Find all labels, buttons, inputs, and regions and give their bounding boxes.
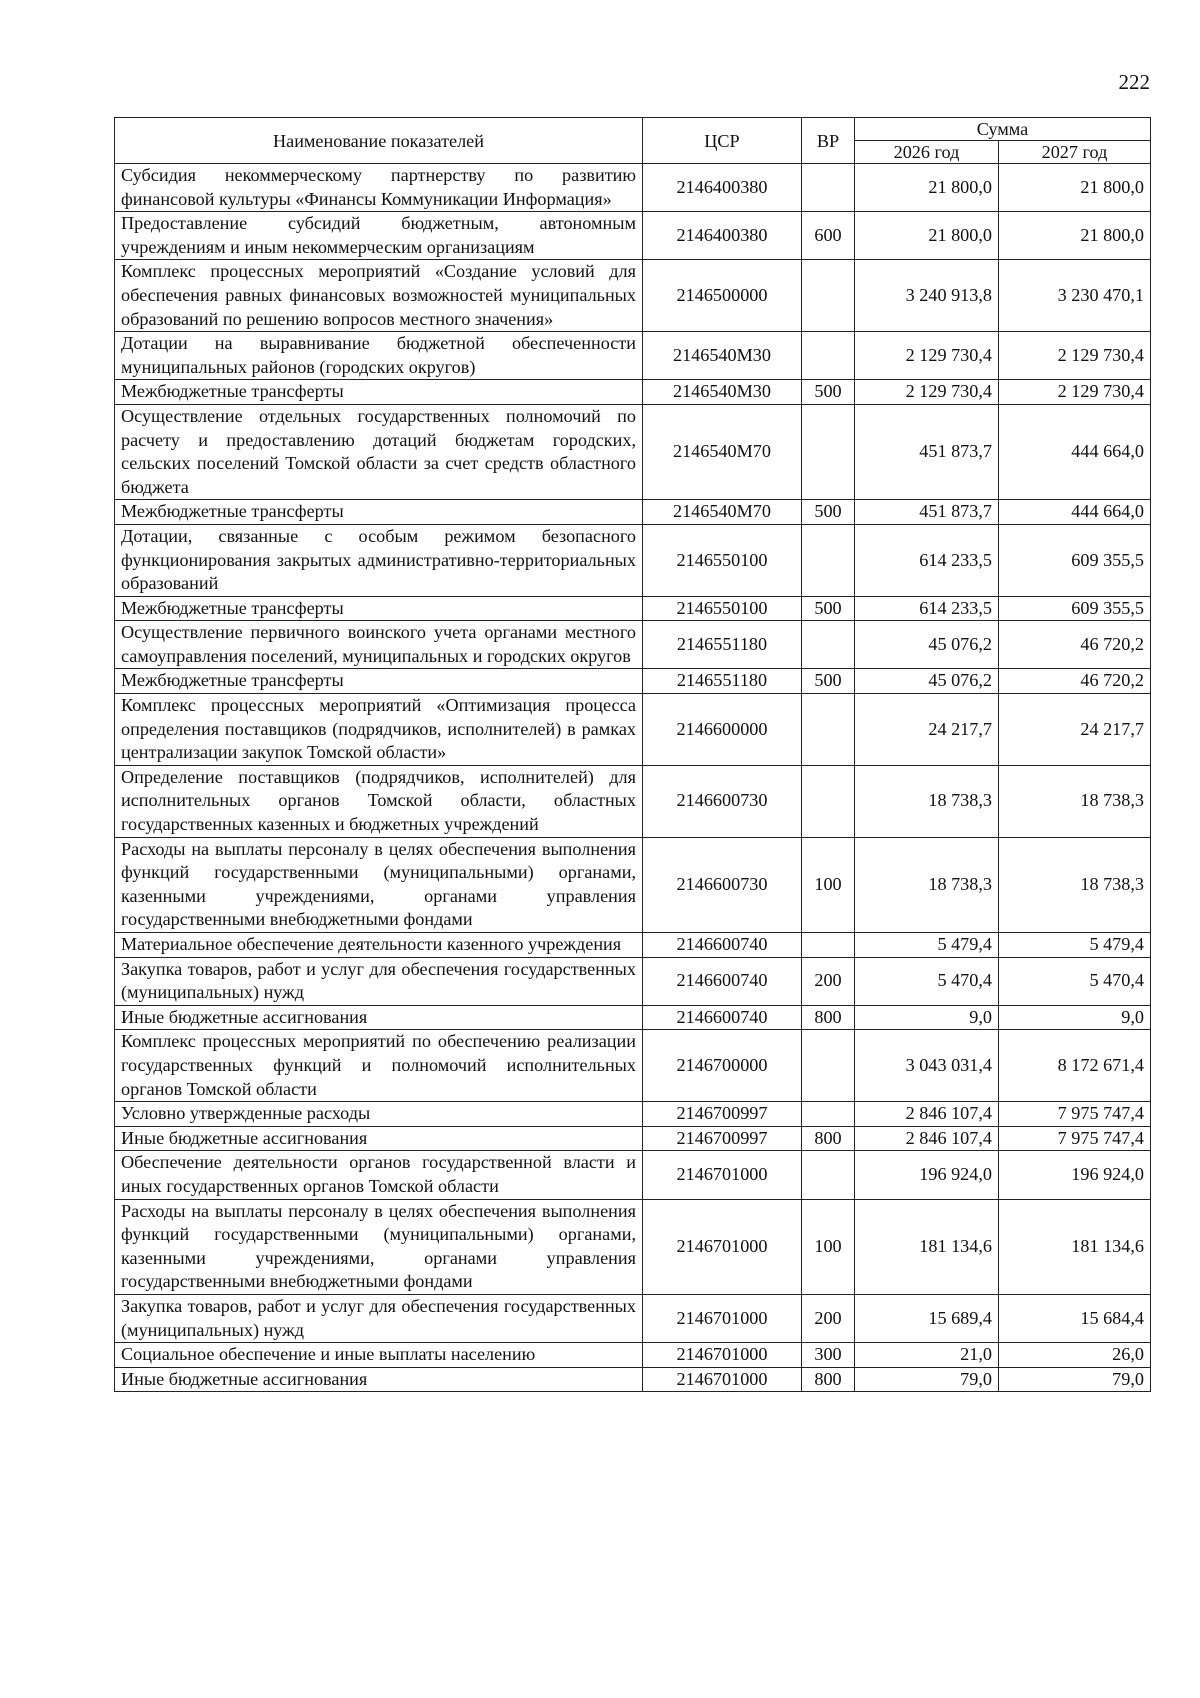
row-csr: 2146550100 <box>643 524 802 596</box>
row-csr: 2146551180 <box>643 669 802 694</box>
row-name: Расходы на выплаты персоналу в целях обеспечения выполнения функций государственными (муниципальными) органами, казенными учреждениями, органами управления государственными внебюджетными фондами <box>115 837 643 932</box>
table-row <box>115 1126 1151 1151</box>
table-row <box>115 957 1151 1005</box>
row-amount-2026: 79,0 <box>855 1367 999 1392</box>
row-amount-2027: 46 720,2 <box>999 621 1151 669</box>
row-amount-2026: 451 873,7 <box>855 404 999 499</box>
row-amount-2026: 614 233,5 <box>855 596 999 621</box>
table-row <box>115 1199 1151 1294</box>
table-row <box>115 332 1151 380</box>
table-row <box>115 1151 1151 1199</box>
table-row <box>115 500 1151 525</box>
header-name: Наименование показателей <box>115 118 643 164</box>
header-vr: ВР <box>802 118 855 164</box>
row-amount-2027: 8 172 671,4 <box>999 1030 1151 1102</box>
row-amount-2026: 614 233,5 <box>855 524 999 596</box>
row-name: Закупка товаров, работ и услуг для обеспечения государственных (муниципальных) нужд <box>115 1294 643 1342</box>
row-csr: 2146500000 <box>643 260 802 332</box>
row-name: Предоставление субсидий бюджетным, автономным учреждениям и иным некоммерческим организациям <box>115 212 643 260</box>
header-2026: 2026 год <box>855 141 999 164</box>
page-number: 222 <box>1118 70 1150 94</box>
row-name: Условно утвержденные расходы <box>115 1102 643 1127</box>
row-vr: 600 <box>802 212 855 260</box>
row-csr: 2146600730 <box>643 837 802 932</box>
row-csr: 2146700000 <box>643 1030 802 1102</box>
row-vr <box>802 164 855 212</box>
row-amount-2027: 18 738,3 <box>999 765 1151 837</box>
row-vr <box>802 933 855 958</box>
row-name: Иные бюджетные ассигнования <box>115 1126 643 1151</box>
table-row <box>115 1030 1151 1102</box>
row-vr <box>802 1102 855 1127</box>
row-amount-2026: 2 129 730,4 <box>855 332 999 380</box>
table-row <box>115 621 1151 669</box>
table-row <box>115 1294 1151 1342</box>
table-header <box>115 118 1151 164</box>
row-vr <box>802 1030 855 1102</box>
row-name: Осуществление отдельных государственных полномочий по расчету и предоставлению дотаций бюджетам городских, сельских поселений Томской области за счет средств областного бюджета <box>115 404 643 499</box>
row-amount-2026: 196 924,0 <box>855 1151 999 1199</box>
row-csr: 2146551180 <box>643 621 802 669</box>
row-name: Комплекс процессных мероприятий по обеспечению реализации государственных функций и полномочий исполнительных органов Томской области <box>115 1030 643 1102</box>
header-csr: ЦСР <box>643 118 802 164</box>
row-name: Иные бюджетные ассигнования <box>115 1367 643 1392</box>
row-vr <box>802 765 855 837</box>
row-amount-2027: 46 720,2 <box>999 669 1151 694</box>
row-amount-2026: 3 043 031,4 <box>855 1030 999 1102</box>
table-row <box>115 380 1151 405</box>
row-amount-2027: 3 230 470,1 <box>999 260 1151 332</box>
row-csr: 2146600740 <box>643 1005 802 1030</box>
row-amount-2026: 45 076,2 <box>855 621 999 669</box>
row-amount-2026: 21 800,0 <box>855 212 999 260</box>
row-amount-2027: 15 684,4 <box>999 1294 1151 1342</box>
row-amount-2027: 609 355,5 <box>999 524 1151 596</box>
row-csr: 2146400380 <box>643 164 802 212</box>
row-name: Комплекс процессных мероприятий «Создание условий для обеспечения равных финансовых возможностей муниципальных образований по решению вопросов местного значения» <box>115 260 643 332</box>
row-amount-2027: 609 355,5 <box>999 596 1151 621</box>
row-amount-2027: 2 129 730,4 <box>999 332 1151 380</box>
row-amount-2026: 451 873,7 <box>855 500 999 525</box>
row-vr <box>802 621 855 669</box>
row-csr: 2146540М30 <box>643 332 802 380</box>
row-name: Межбюджетные трансферты <box>115 500 643 525</box>
table-row <box>115 669 1151 694</box>
row-name: Иные бюджетные ассигнования <box>115 1005 643 1030</box>
row-amount-2027: 444 664,0 <box>999 404 1151 499</box>
row-amount-2026: 5 479,4 <box>855 933 999 958</box>
row-name: Расходы на выплаты персоналу в целях обеспечения выполнения функций государственными (муниципальными) органами, казенными учреждениями, органами управления государственными внебюджетными фондами <box>115 1199 643 1294</box>
row-vr: 100 <box>802 1199 855 1294</box>
row-vr <box>802 1151 855 1199</box>
row-name: Дотации, связанные с особым режимом безопасного функционирования закрытых административно-территориальных образований <box>115 524 643 596</box>
row-amount-2026: 2 129 730,4 <box>855 380 999 405</box>
row-amount-2026: 2 846 107,4 <box>855 1126 999 1151</box>
row-name: Осуществление первичного воинского учета органами местного самоуправления поселений, муниципальных и городских округов <box>115 621 643 669</box>
row-csr: 2146701000 <box>643 1294 802 1342</box>
table-body <box>115 164 1151 1392</box>
row-csr: 2146540М30 <box>643 380 802 405</box>
row-csr: 2146701000 <box>643 1199 802 1294</box>
row-vr <box>802 524 855 596</box>
row-vr <box>802 260 855 332</box>
table-row <box>115 524 1151 596</box>
row-amount-2027: 5 479,4 <box>999 933 1151 958</box>
row-csr: 2146701000 <box>643 1151 802 1199</box>
row-amount-2027: 79,0 <box>999 1367 1151 1392</box>
row-amount-2026: 24 217,7 <box>855 694 999 766</box>
table-row <box>115 933 1151 958</box>
row-amount-2027: 26,0 <box>999 1343 1151 1368</box>
row-amount-2027: 7 975 747,4 <box>999 1126 1151 1151</box>
row-vr: 500 <box>802 669 855 694</box>
row-vr <box>802 694 855 766</box>
row-amount-2026: 3 240 913,8 <box>855 260 999 332</box>
header-2027: 2027 год <box>999 141 1151 164</box>
row-name: Межбюджетные трансферты <box>115 380 643 405</box>
row-vr <box>802 332 855 380</box>
table-row <box>115 1102 1151 1127</box>
row-csr: 2146701000 <box>643 1367 802 1392</box>
row-csr: 2146400380 <box>643 212 802 260</box>
row-csr: 2146550100 <box>643 596 802 621</box>
row-name: Материальное обеспечение деятельности казенного учреждения <box>115 933 643 958</box>
row-amount-2027: 21 800,0 <box>999 212 1151 260</box>
row-amount-2027: 24 217,7 <box>999 694 1151 766</box>
row-name: Субсидия некоммерческому партнерству по развитию финансовой культуры «Финансы Коммуникации Информация» <box>115 164 643 212</box>
table-row <box>115 1343 1151 1368</box>
row-amount-2026: 9,0 <box>855 1005 999 1030</box>
row-csr: 2146540М70 <box>643 404 802 499</box>
budget-table <box>114 117 1151 1392</box>
row-csr: 2146540М70 <box>643 500 802 525</box>
row-amount-2026: 45 076,2 <box>855 669 999 694</box>
row-vr: 200 <box>802 957 855 1005</box>
row-csr: 2146600730 <box>643 765 802 837</box>
row-amount-2027: 2 129 730,4 <box>999 380 1151 405</box>
row-amount-2027: 181 134,6 <box>999 1199 1151 1294</box>
row-amount-2026: 18 738,3 <box>855 837 999 932</box>
row-vr: 300 <box>802 1343 855 1368</box>
row-vr: 500 <box>802 500 855 525</box>
row-vr: 100 <box>802 837 855 932</box>
row-vr: 500 <box>802 596 855 621</box>
row-vr: 800 <box>802 1367 855 1392</box>
row-vr: 200 <box>802 1294 855 1342</box>
row-csr: 2146700997 <box>643 1102 802 1127</box>
row-name: Социальное обеспечение и иные выплаты населению <box>115 1343 643 1368</box>
row-amount-2027: 444 664,0 <box>999 500 1151 525</box>
row-csr: 2146600740 <box>643 933 802 958</box>
table-row <box>115 694 1151 766</box>
row-amount-2027: 5 470,4 <box>999 957 1151 1005</box>
table-row <box>115 212 1151 260</box>
row-amount-2027: 9,0 <box>999 1005 1151 1030</box>
table-row <box>115 596 1151 621</box>
table-row <box>115 1367 1151 1392</box>
row-amount-2026: 15 689,4 <box>855 1294 999 1342</box>
row-name: Закупка товаров, работ и услуг для обеспечения государственных (муниципальных) нужд <box>115 957 643 1005</box>
row-amount-2027: 18 738,3 <box>999 837 1151 932</box>
table-row <box>115 1005 1151 1030</box>
row-name: Обеспечение деятельности органов государственной власти и иных государственных органов Томской области <box>115 1151 643 1199</box>
row-vr: 500 <box>802 380 855 405</box>
row-amount-2026: 181 134,6 <box>855 1199 999 1294</box>
row-amount-2027: 196 924,0 <box>999 1151 1151 1199</box>
table-row <box>115 765 1151 837</box>
row-vr <box>802 404 855 499</box>
row-vr: 800 <box>802 1005 855 1030</box>
row-name: Комплекс процессных мероприятий «Оптимизация процесса определения поставщиков (подрядчиков, исполнителей) в рамках централизации закупок Томской области» <box>115 694 643 766</box>
row-amount-2027: 21 800,0 <box>999 164 1151 212</box>
row-amount-2026: 2 846 107,4 <box>855 1102 999 1127</box>
row-csr: 2146600000 <box>643 694 802 766</box>
row-amount-2026: 21 800,0 <box>855 164 999 212</box>
row-amount-2026: 5 470,4 <box>855 957 999 1005</box>
header-sum: Сумма <box>855 118 1151 141</box>
row-csr: 2146701000 <box>643 1343 802 1368</box>
row-amount-2026: 21,0 <box>855 1343 999 1368</box>
row-name: Межбюджетные трансферты <box>115 669 643 694</box>
table-row <box>115 164 1151 212</box>
row-name: Межбюджетные трансферты <box>115 596 643 621</box>
table-row <box>115 837 1151 932</box>
row-vr: 800 <box>802 1126 855 1151</box>
table-row <box>115 404 1151 499</box>
row-amount-2026: 18 738,3 <box>855 765 999 837</box>
row-csr: 2146700997 <box>643 1126 802 1151</box>
row-csr: 2146600740 <box>643 957 802 1005</box>
row-name: Дотации на выравнивание бюджетной обеспеченности муниципальных районов (городских округов) <box>115 332 643 380</box>
row-amount-2027: 7 975 747,4 <box>999 1102 1151 1127</box>
table-row <box>115 260 1151 332</box>
row-name: Определение поставщиков (подрядчиков, исполнителей) для исполнительных органов Томской области, областных государственных казенных и бюджетных учреждений <box>115 765 643 837</box>
